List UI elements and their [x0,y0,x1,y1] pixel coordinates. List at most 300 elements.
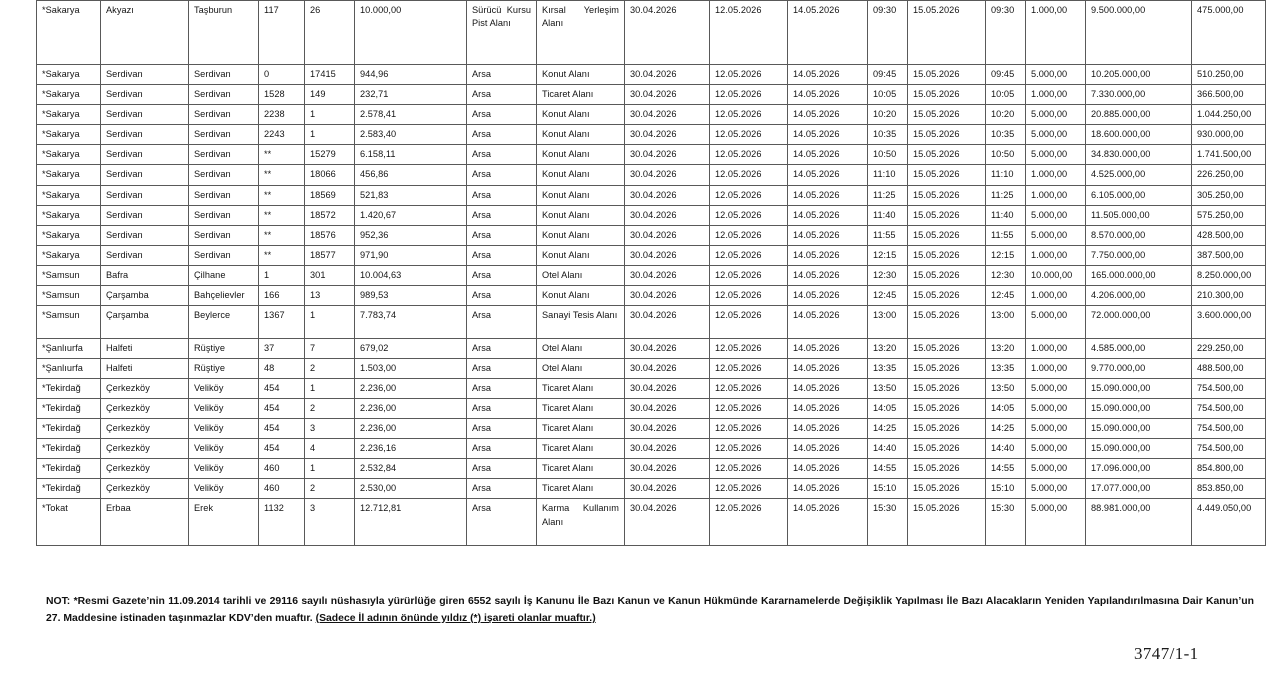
table-cell-s2: 13:35 [986,359,1026,379]
table-cell-imar: Konut Alanı [537,285,625,305]
table-cell-mahalle: Veliköy [189,379,259,399]
table-cell-yuzolcumu: 456,86 [355,165,467,185]
table-cell-ada: 166 [259,285,305,305]
table-row [37,1,1266,65]
table-cell-ada: 454 [259,439,305,459]
table-cell-yuzolcumu: 2.236,00 [355,419,467,439]
table-cell-mahalle: Veliköy [189,399,259,419]
table-cell-yuzolcumu: 952,36 [355,225,467,245]
table-cell-t3: 14.05.2026 [788,338,868,358]
table-cell-teminat: 5.000,00 [1026,125,1086,145]
table-cell-t3: 14.05.2026 [788,145,868,165]
table-cell-gecici: 428.500,00 [1192,225,1266,245]
table-cell-mahalle: Veliköy [189,459,259,479]
table-cell-s1: 10:05 [868,85,908,105]
table-cell-il: *Tokat [37,499,101,545]
table-cell-parsel: 149 [305,85,355,105]
table-cell-parsel: 1 [305,105,355,125]
table-cell-s2: 14:55 [986,459,1026,479]
table-cell-t4: 15.05.2026 [908,419,986,439]
table-cell-parsel: 301 [305,265,355,285]
table-cell-bedel: 20.885.000,00 [1086,105,1192,125]
table-cell-s1: 13:00 [868,305,908,338]
table-cell-imar: Ticaret Alanı [537,85,625,105]
table-cell-s1: 09:30 [868,1,908,65]
table-cell-teminat: 10.000,00 [1026,265,1086,285]
table-cell-gecici: 853.850,00 [1192,479,1266,499]
table-cell-t2: 12.05.2026 [710,105,788,125]
table-cell-bedel: 6.105.000,00 [1086,185,1192,205]
table-cell-gecici: 510.250,00 [1192,65,1266,85]
table-cell-bedel: 7.330.000,00 [1086,85,1192,105]
table-cell-t4: 15.05.2026 [908,1,986,65]
table-cell-ilce: Çerkezköy [101,419,189,439]
table-row [37,85,1266,105]
table-cell-ilce: Serdivan [101,145,189,165]
table-cell-il: *Sakarya [37,105,101,125]
table-cell-t4: 15.05.2026 [908,205,986,225]
table-cell-s2: 12:45 [986,285,1026,305]
table-cell-imar: Sanayi Tesis Alanı [537,305,625,338]
table-cell-mahalle: Veliköy [189,439,259,459]
table-cell-gecici: 3.600.000,00 [1192,305,1266,338]
table-cell-ilce: Serdivan [101,165,189,185]
table-cell-ilce: Çerkezköy [101,439,189,459]
table-cell-ilce: Halfeti [101,338,189,358]
table-cell-ilce: Akyazı [101,1,189,65]
table-cell-t4: 15.05.2026 [908,225,986,245]
table-cell-cinsi: Arsa [467,125,537,145]
table-row [37,245,1266,265]
table-cell-t3: 14.05.2026 [788,245,868,265]
table-cell-t1: 30.04.2026 [625,85,710,105]
table-cell-il: *Samsun [37,285,101,305]
table-cell-il: *Sakarya [37,225,101,245]
table-cell-il: *Sakarya [37,85,101,105]
table-cell-s2: 14:05 [986,399,1026,419]
table-cell-cinsi: Arsa [467,359,537,379]
table-cell-t4: 15.05.2026 [908,499,986,545]
table-cell-gecici: 930.000,00 [1192,125,1266,145]
table-row [37,479,1266,499]
table-cell-t1: 30.04.2026 [625,338,710,358]
table-cell-yuzolcumu: 2.530,00 [355,479,467,499]
table-cell-t2: 12.05.2026 [710,379,788,399]
table-cell-ilce: Çerkezköy [101,479,189,499]
table-cell-bedel: 4.206.000,00 [1086,285,1192,305]
table-cell-imar: Konut Alanı [537,65,625,85]
table-row [37,419,1266,439]
table-cell-t3: 14.05.2026 [788,85,868,105]
table-cell-yuzolcumu: 6.158,11 [355,145,467,165]
table-cell-ada: 0 [259,65,305,85]
table-cell-il: *Tekirdağ [37,379,101,399]
table-cell-il: *Sakarya [37,125,101,145]
table-cell-imar: Konut Alanı [537,125,625,145]
table-cell-parsel: 15279 [305,145,355,165]
table-cell-imar: Konut Alanı [537,245,625,265]
table-cell-bedel: 34.830.000,00 [1086,145,1192,165]
table-cell-s1: 13:20 [868,338,908,358]
table-cell-mahalle: Çilhane [189,265,259,285]
table-cell-t3: 14.05.2026 [788,359,868,379]
table-cell-mahalle: Taşburun [189,1,259,65]
table-cell-ilce: Serdivan [101,245,189,265]
table-cell-gecici: 4.449.050,00 [1192,499,1266,545]
table-cell-mahalle: Serdivan [189,65,259,85]
table-cell-mahalle: Serdivan [189,85,259,105]
table-cell-imar: Konut Alanı [537,185,625,205]
table-cell-imar: Ticaret Alanı [537,419,625,439]
table-cell-bedel: 17.077.000,00 [1086,479,1192,499]
table-cell-gecici: 8.250.000,00 [1192,265,1266,285]
table-cell-s1: 11:10 [868,165,908,185]
table-cell-ada: 1367 [259,305,305,338]
table-cell-cinsi: Sürücü Kursu Pist Alanı [467,1,537,65]
table-cell-il: *Tekirdağ [37,399,101,419]
table-cell-t3: 14.05.2026 [788,499,868,545]
table-cell-s1: 15:10 [868,479,908,499]
table-cell-ilce: Serdivan [101,225,189,245]
table-row [37,499,1266,545]
table-cell-t1: 30.04.2026 [625,225,710,245]
table-cell-il: *Samsun [37,305,101,338]
note-body-underlined: (Sadece İl adının önünde yıldız (*) işareti olanlar muaftır.) [315,612,596,624]
table-cell-mahalle: Rüştiye [189,338,259,358]
table-cell-t4: 15.05.2026 [908,245,986,265]
table-cell-teminat: 5.000,00 [1026,305,1086,338]
table-cell-t2: 12.05.2026 [710,225,788,245]
table-cell-imar: Ticaret Alanı [537,379,625,399]
table-cell-t4: 15.05.2026 [908,285,986,305]
table-cell-cinsi: Arsa [467,145,537,165]
table-cell-t4: 15.05.2026 [908,439,986,459]
table-cell-gecici: 754.500,00 [1192,379,1266,399]
table-cell-imar: Otel Alanı [537,338,625,358]
table-cell-il: *Sakarya [37,65,101,85]
table-cell-t2: 12.05.2026 [710,359,788,379]
table-cell-ilce: Bafra [101,265,189,285]
table-cell-t4: 15.05.2026 [908,379,986,399]
table-cell-t3: 14.05.2026 [788,125,868,145]
table-cell-parsel: 18576 [305,225,355,245]
table-cell-imar: Konut Alanı [537,205,625,225]
table-cell-parsel: 26 [305,1,355,65]
table-cell-gecici: 210.300,00 [1192,285,1266,305]
table-cell-ada: 454 [259,379,305,399]
table-cell-ada: 117 [259,1,305,65]
table-cell-t3: 14.05.2026 [788,265,868,285]
table-cell-t4: 15.05.2026 [908,145,986,165]
table-cell-ada: 37 [259,338,305,358]
table-cell-imar: Ticaret Alanı [537,399,625,419]
table-cell-s2: 10:50 [986,145,1026,165]
table-cell-s2: 11:40 [986,205,1026,225]
table-cell-t1: 30.04.2026 [625,165,710,185]
table-cell-ilce: Serdivan [101,85,189,105]
table-row [37,205,1266,225]
table-cell-ilce: Serdivan [101,65,189,85]
listing-table-container [36,0,1265,546]
table-cell-teminat: 5.000,00 [1026,225,1086,245]
table-cell-s2: 11:25 [986,185,1026,205]
table-cell-teminat: 1.000,00 [1026,245,1086,265]
table-cell-s1: 13:35 [868,359,908,379]
note-label: NOT: [46,596,71,607]
table-cell-mahalle: Serdivan [189,185,259,205]
table-cell-parsel: 18569 [305,185,355,205]
table-cell-t3: 14.05.2026 [788,479,868,499]
table-cell-s2: 11:10 [986,165,1026,185]
table-cell-t1: 30.04.2026 [625,419,710,439]
table-cell-cinsi: Arsa [467,305,537,338]
table-row [37,225,1266,245]
table-cell-parsel: 1 [305,459,355,479]
table-cell-t4: 15.05.2026 [908,185,986,205]
table-cell-il: *Tekirdağ [37,459,101,479]
table-cell-t1: 30.04.2026 [625,439,710,459]
table-cell-s2: 13:20 [986,338,1026,358]
page-reference: 3747/1-1 [1134,644,1199,663]
table-cell-cinsi: Arsa [467,205,537,225]
table-cell-t1: 30.04.2026 [625,145,710,165]
table-cell-ilce: Serdivan [101,105,189,125]
table-cell-gecici: 226.250,00 [1192,165,1266,185]
table-cell-imar: Karma Kullanım Alanı [537,499,625,545]
table-cell-t3: 14.05.2026 [788,165,868,185]
table-row [37,359,1266,379]
table-cell-t1: 30.04.2026 [625,499,710,545]
table-cell-imar: Ticaret Alanı [537,459,625,479]
table-cell-parsel: 18577 [305,245,355,265]
table-row [37,125,1266,145]
table-cell-s2: 10:35 [986,125,1026,145]
table-cell-bedel: 15.090.000,00 [1086,379,1192,399]
table-cell-il: *Sakarya [37,1,101,65]
table-cell-mahalle: Serdivan [189,245,259,265]
table-cell-yuzolcumu: 7.783,74 [355,305,467,338]
table-cell-t1: 30.04.2026 [625,105,710,125]
table-cell-imar: Konut Alanı [537,225,625,245]
table-cell-ilce: Çarşamba [101,305,189,338]
table-cell-yuzolcumu: 2.578,41 [355,105,467,125]
property-auction-table [36,0,1266,546]
table-cell-t4: 15.05.2026 [908,85,986,105]
table-cell-teminat: 1.000,00 [1026,285,1086,305]
table-cell-t3: 14.05.2026 [788,379,868,399]
table-row [37,338,1266,358]
table-cell-ilce: Serdivan [101,205,189,225]
table-row [37,285,1266,305]
table-row [37,439,1266,459]
table-cell-ada: 2238 [259,105,305,125]
table-cell-t3: 14.05.2026 [788,305,868,338]
table-cell-s1: 14:05 [868,399,908,419]
table-cell-yuzolcumu: 944,96 [355,65,467,85]
table-cell-il: *Sakarya [37,165,101,185]
table-cell-s1: 10:50 [868,145,908,165]
table-cell-teminat: 1.000,00 [1026,185,1086,205]
table-cell-s2: 14:25 [986,419,1026,439]
table-row [37,379,1266,399]
table-cell-t4: 15.05.2026 [908,359,986,379]
table-cell-yuzolcumu: 10.000,00 [355,1,467,65]
table-cell-gecici: 575.250,00 [1192,205,1266,225]
table-cell-t3: 14.05.2026 [788,439,868,459]
table-cell-t2: 12.05.2026 [710,265,788,285]
table-cell-mahalle: Serdivan [189,225,259,245]
table-cell-t4: 15.05.2026 [908,105,986,125]
table-cell-cinsi: Arsa [467,459,537,479]
table-cell-t1: 30.04.2026 [625,245,710,265]
table-cell-ilce: Erbaa [101,499,189,545]
table-cell-s1: 14:55 [868,459,908,479]
table-cell-parsel: 7 [305,338,355,358]
table-cell-gecici: 754.500,00 [1192,439,1266,459]
table-cell-parsel: 2 [305,359,355,379]
table-cell-teminat: 5.000,00 [1026,65,1086,85]
table-row [37,459,1266,479]
table-cell-cinsi: Arsa [467,105,537,125]
table-cell-ilce: Halfeti [101,359,189,379]
table-cell-s2: 12:30 [986,265,1026,285]
table-row [37,265,1266,285]
table-cell-t2: 12.05.2026 [710,305,788,338]
table-cell-ada: ** [259,205,305,225]
table-cell-s2: 10:05 [986,85,1026,105]
table-cell-gecici: 754.500,00 [1192,419,1266,439]
table-cell-t2: 12.05.2026 [710,65,788,85]
table-cell-cinsi: Arsa [467,165,537,185]
footnote-note [46,594,1254,628]
table-cell-t3: 14.05.2026 [788,399,868,419]
table-cell-ilce: Serdivan [101,125,189,145]
table-cell-bedel: 15.090.000,00 [1086,399,1192,419]
table-cell-t2: 12.05.2026 [710,185,788,205]
table-cell-s1: 12:45 [868,285,908,305]
table-cell-cinsi: Arsa [467,399,537,419]
table-cell-teminat: 1.000,00 [1026,359,1086,379]
table-cell-s1: 14:40 [868,439,908,459]
table-cell-yuzolcumu: 10.004,63 [355,265,467,285]
table-row [37,65,1266,85]
table-cell-gecici: 754.500,00 [1192,399,1266,419]
table-cell-s2: 11:55 [986,225,1026,245]
table-cell-teminat: 5.000,00 [1026,479,1086,499]
table-cell-cinsi: Arsa [467,225,537,245]
table-cell-cinsi: Arsa [467,285,537,305]
table-cell-mahalle: Serdivan [189,205,259,225]
table-cell-t1: 30.04.2026 [625,65,710,85]
table-cell-ilce: Çarşamba [101,285,189,305]
table-cell-ada: ** [259,145,305,165]
table-cell-t2: 12.05.2026 [710,499,788,545]
table-cell-ada: ** [259,165,305,185]
table-cell-t3: 14.05.2026 [788,65,868,85]
table-cell-cinsi: Arsa [467,439,537,459]
table-cell-ada: ** [259,245,305,265]
table-cell-s2: 14:40 [986,439,1026,459]
table-cell-t3: 14.05.2026 [788,459,868,479]
table-cell-t2: 12.05.2026 [710,338,788,358]
table-cell-bedel: 4.525.000,00 [1086,165,1192,185]
table-cell-gecici: 366.500,00 [1192,85,1266,105]
table-cell-t1: 30.04.2026 [625,285,710,305]
table-cell-il: *Samsun [37,265,101,285]
table-row [37,185,1266,205]
table-cell-ada: 460 [259,479,305,499]
table-cell-t1: 30.04.2026 [625,185,710,205]
table-row [37,105,1266,125]
table-cell-ilce: Çerkezköy [101,379,189,399]
table-cell-s1: 13:50 [868,379,908,399]
table-cell-t2: 12.05.2026 [710,439,788,459]
table-cell-t2: 12.05.2026 [710,459,788,479]
table-body [37,1,1266,546]
note-body: *Resmi Gazete’nin 11.09.2014 tarihli ve 29116 sayılı nüshasıyla yürürlüğe giren 6552 sayılı İş Kanunu İle Bazı Kanun ve Kanun Hükmünde Kararnamelerde Değişiklik Yapılması İle Bazı Alacakların Yeniden Yapılandırılmasına Dair Kanun’un 27. Maddesine istinaden taşınmazlar KDV’den muaftır. [46,596,1254,624]
table-cell-cinsi: Arsa [467,185,537,205]
table-cell-mahalle: Serdivan [189,145,259,165]
table-cell-cinsi: Arsa [467,419,537,439]
table-cell-teminat: 5.000,00 [1026,499,1086,545]
table-cell-t3: 14.05.2026 [788,185,868,205]
table-cell-cinsi: Arsa [467,245,537,265]
table-cell-il: *Tekirdağ [37,419,101,439]
table-cell-t1: 30.04.2026 [625,459,710,479]
table-cell-mahalle: Serdivan [189,105,259,125]
table-cell-cinsi: Arsa [467,85,537,105]
table-cell-t2: 12.05.2026 [710,479,788,499]
table-cell-mahalle: Veliköy [189,479,259,499]
table-cell-il: *Tekirdağ [37,439,101,459]
table-cell-yuzolcumu: 1.420,67 [355,205,467,225]
table-cell-parsel: 13 [305,285,355,305]
table-cell-s1: 11:25 [868,185,908,205]
table-cell-t2: 12.05.2026 [710,205,788,225]
table-cell-imar: Kırsal Yerleşim Alanı [537,1,625,65]
table-cell-bedel: 15.090.000,00 [1086,439,1192,459]
table-cell-teminat: 5.000,00 [1026,459,1086,479]
table-cell-parsel: 1 [305,125,355,145]
table-cell-il: *Tekirdağ [37,479,101,499]
table-cell-t4: 15.05.2026 [908,459,986,479]
table-cell-parsel: 2 [305,479,355,499]
table-cell-bedel: 17.096.000,00 [1086,459,1192,479]
table-cell-il: *Sakarya [37,185,101,205]
table-cell-t1: 30.04.2026 [625,359,710,379]
table-cell-bedel: 10.205.000,00 [1086,65,1192,85]
table-cell-bedel: 15.090.000,00 [1086,419,1192,439]
table-cell-parsel: 1 [305,379,355,399]
table-cell-bedel: 9.500.000,00 [1086,1,1192,65]
table-cell-t2: 12.05.2026 [710,399,788,419]
table-cell-yuzolcumu: 2.532,84 [355,459,467,479]
table-cell-parsel: 18572 [305,205,355,225]
table-cell-t2: 12.05.2026 [710,285,788,305]
table-cell-bedel: 165.000.000,00 [1086,265,1192,285]
table-cell-imar: Otel Alanı [537,265,625,285]
table-row [37,165,1266,185]
table-cell-yuzolcumu: 521,83 [355,185,467,205]
table-cell-cinsi: Arsa [467,479,537,499]
table-cell-bedel: 18.600.000,00 [1086,125,1192,145]
table-cell-parsel: 1 [305,305,355,338]
table-cell-t2: 12.05.2026 [710,125,788,145]
table-cell-s1: 11:55 [868,225,908,245]
table-cell-s1: 12:15 [868,245,908,265]
table-cell-teminat: 5.000,00 [1026,399,1086,419]
table-cell-imar: Konut Alanı [537,165,625,185]
